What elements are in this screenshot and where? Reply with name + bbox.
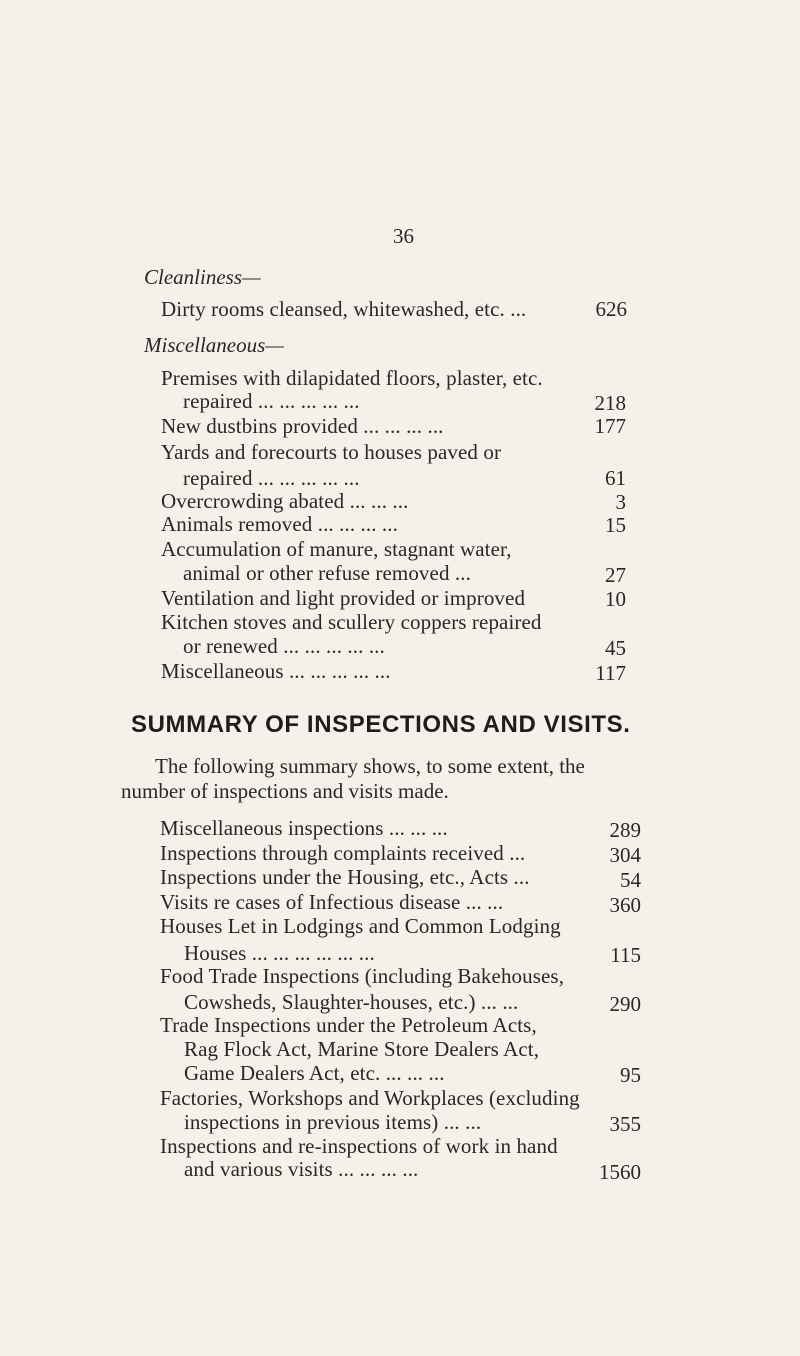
misc-item-line: animal or other refuse removed ... <box>183 561 471 585</box>
summary-item-line: Visits re cases of Infectious disease ... ... <box>160 890 504 914</box>
summary-item-line: Houses Let in Lodgings and Common Lodging <box>160 914 561 938</box>
summary-item-value: 304 <box>609 843 641 867</box>
summary-title: SUMMARY OF INSPECTIONS AND VISITS. <box>131 711 631 738</box>
summary-item-value: 95 <box>620 1063 641 1087</box>
summary-item-line: inspections in previous items) ... ... <box>184 1110 482 1134</box>
summary-item-line: Factories, Workshops and Workplaces (excluding <box>160 1086 580 1110</box>
page-number: 36 <box>393 224 414 248</box>
misc-item-value: 218 <box>594 391 626 415</box>
summary-item-line: Inspections through complaints received ... <box>160 841 526 865</box>
misc-item-value: 27 <box>605 563 626 587</box>
misc-item-value: 45 <box>605 636 626 660</box>
misc-item-line: Kitchen stoves and scullery coppers repaired <box>161 610 542 634</box>
summary-item-value: 54 <box>620 868 641 892</box>
misc-item-line: Animals removed ... ... ... ... <box>161 512 398 536</box>
misc-item-line: Accumulation of manure, stagnant water, <box>161 537 512 561</box>
summary-item-value: 1560 <box>599 1160 641 1184</box>
summary-item-value: 355 <box>609 1112 641 1136</box>
misc-item-value: 61 <box>605 466 626 490</box>
misc-item-line: New dustbins provided ... ... ... ... <box>161 414 444 438</box>
misc-item-line: Yards and forecourts to houses paved or <box>161 440 502 464</box>
summary-item-line: Miscellaneous inspections ... ... ... <box>160 816 448 840</box>
summary-item-line: and various visits ... ... ... ... <box>184 1157 419 1181</box>
summary-item-line: Houses ... ... ... ... ... ... <box>184 941 375 965</box>
summary-intro-line: The following summary shows, to some extent, the <box>155 754 585 778</box>
misc-item-value: 15 <box>605 513 626 537</box>
summary-intro-line: number of inspections and visits made. <box>121 779 449 803</box>
cleanliness-item-value: 626 <box>595 297 627 321</box>
summary-item-value: 289 <box>609 818 641 842</box>
misc-item-line: repaired ... ... ... ... ... <box>183 466 360 490</box>
cleanliness-heading: Cleanliness— <box>144 265 261 289</box>
misc-item-value: 10 <box>605 587 626 611</box>
summary-item-line: Inspections and re-inspections of work in hand <box>160 1134 558 1158</box>
misc-item-value: 177 <box>594 414 626 438</box>
summary-item-value: 290 <box>609 992 641 1016</box>
summary-item-line: Trade Inspections under the Petroleum Acts, <box>160 1013 537 1037</box>
misc-item-line: Miscellaneous ... ... ... ... ... <box>161 659 391 683</box>
misc-item-line: Ventilation and light provided or improved <box>161 586 526 610</box>
cleanliness-item-text: Dirty rooms cleansed, whitewashed, etc. ... <box>161 297 527 321</box>
summary-item-value: 115 <box>610 943 641 967</box>
misc-item-line: repaired ... ... ... ... ... <box>183 389 360 413</box>
summary-item-line: Cowsheds, Slaughter-houses, etc.) ... ... <box>184 990 519 1014</box>
summary-item-value: 360 <box>609 893 641 917</box>
summary-item-line: Rag Flock Act, Marine Store Dealers Act, <box>184 1037 540 1061</box>
misc-item-line: Premises with dilapidated floors, plaster, etc. <box>161 366 543 390</box>
summary-item-line: Game Dealers Act, etc. ... ... ... <box>184 1061 445 1085</box>
misc-item-line: or renewed ... ... ... ... ... <box>183 634 385 658</box>
misc-item-value: 3 <box>615 490 626 514</box>
miscellaneous-heading: Miscellaneous— <box>144 333 284 357</box>
misc-item-line: Overcrowding abated ... ... ... <box>161 489 409 513</box>
summary-item-line: Food Trade Inspections (including Bakehouses, <box>160 964 565 988</box>
misc-item-value: 117 <box>595 661 626 685</box>
summary-item-line: Inspections under the Housing, etc., Acts ... <box>160 865 530 889</box>
